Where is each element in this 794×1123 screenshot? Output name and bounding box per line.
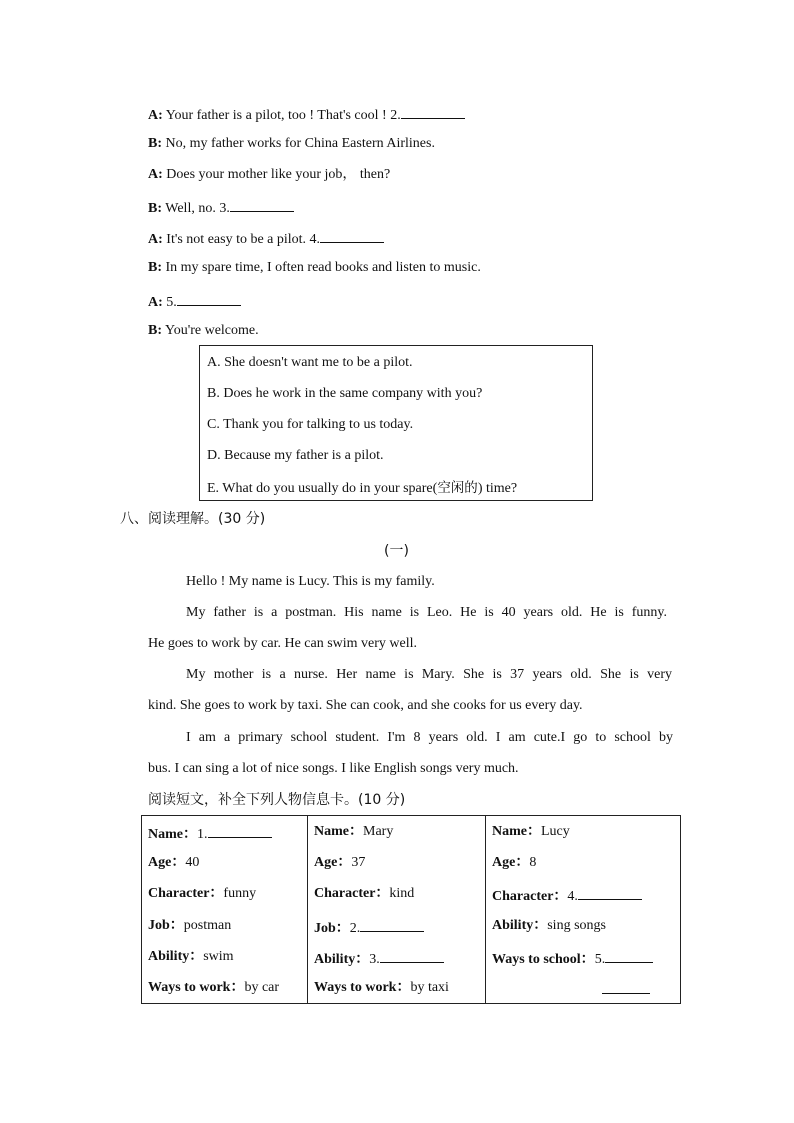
ways-label: Ways to school： xyxy=(492,952,595,967)
speaker-label: B: xyxy=(148,323,162,338)
card-ability-row xyxy=(148,948,234,966)
ways-value: by taxi xyxy=(410,980,449,995)
answer-blank[interactable] xyxy=(602,979,650,994)
speaker-label: A: xyxy=(148,295,163,310)
option-e-text: E. What do you usually do in your spare( xyxy=(207,481,438,496)
ways-label: Ways to work： xyxy=(314,980,411,995)
ability-value: 3. xyxy=(369,952,380,967)
name-label: Name： xyxy=(148,827,197,842)
character-value: kind xyxy=(389,886,415,901)
answer-blank[interactable] xyxy=(605,948,653,963)
part-label: (一) xyxy=(384,543,409,559)
option-d: D. Because my father is a pilot. xyxy=(207,448,384,463)
answer-blank[interactable] xyxy=(401,104,465,119)
name-value: 1. xyxy=(197,827,208,842)
ability-label: Ability： xyxy=(314,952,370,967)
ability-value: swim xyxy=(203,949,234,964)
task-instruction: 阅读短文，补全下列人物信息卡。(10 分) xyxy=(148,792,406,808)
card-character-row xyxy=(314,885,414,903)
dialogue-text: 5. xyxy=(166,295,177,310)
passage-line: Hello ! My name is Lucy. This is my family. xyxy=(186,574,435,589)
age-label: Age： xyxy=(492,855,530,870)
character-label: Character： xyxy=(314,886,390,901)
answer-blank[interactable] xyxy=(230,197,294,212)
passage-line: kind. She goes to work by taxi. She can cook, and she cooks for us every day. xyxy=(148,698,583,713)
answer-blank[interactable] xyxy=(380,948,444,963)
card-age-row xyxy=(148,854,199,872)
speaker-label: B: xyxy=(148,136,162,151)
card-name-row xyxy=(148,823,272,844)
info-card-father xyxy=(142,816,308,1004)
passage-line: My mother is a nurse. Her name is Mary. She is 37 years old. She is very xyxy=(186,667,672,682)
option-b: B. Does he work in the same company with you? xyxy=(207,386,483,401)
option-a: A. She doesn't want me to be a pilot. xyxy=(207,355,413,370)
card-name-row xyxy=(492,823,570,841)
character-value: funny xyxy=(223,886,257,901)
option-e-text-end: ) time? xyxy=(477,481,518,496)
card-ways-continuation xyxy=(602,979,650,1000)
age-value: 40 xyxy=(185,855,200,870)
answer-blank[interactable] xyxy=(208,823,272,838)
dialogue-line-4 xyxy=(148,197,294,218)
character-value: 4. xyxy=(567,889,578,904)
answer-blank[interactable] xyxy=(578,885,642,900)
options-box xyxy=(199,345,593,501)
passage-line: bus. I can sing a lot of nice songs. I like English songs very much. xyxy=(148,761,519,776)
job-value: 2. xyxy=(349,921,361,936)
card-job-row xyxy=(314,917,424,938)
info-card-lucy xyxy=(486,816,681,1004)
card-character-row xyxy=(492,885,642,906)
character-label: Character： xyxy=(148,886,224,901)
info-card-mother xyxy=(308,816,486,1004)
card-ability-row xyxy=(492,917,606,935)
name-value: Mary xyxy=(363,824,394,839)
speaker-label: A: xyxy=(148,167,163,182)
dialogue-line-5 xyxy=(148,228,384,249)
speaker-label: B: xyxy=(148,201,162,216)
card-age-row xyxy=(492,854,536,872)
age-label: Age： xyxy=(314,855,352,870)
age-value: 37 xyxy=(351,855,366,870)
job-label: Job： xyxy=(148,918,184,933)
speaker-label: A: xyxy=(148,232,163,247)
dialogue-line-1 xyxy=(148,104,465,125)
answer-blank[interactable] xyxy=(360,917,424,932)
speaker-label: B: xyxy=(148,260,162,275)
dialogue-line-3 xyxy=(148,166,390,184)
dialogue-line-6 xyxy=(148,259,481,277)
passage-line: My father is a postman. His name is Leo. He is 40 years old. He is funny. xyxy=(186,605,667,620)
dialogue-text: You're welcome. xyxy=(164,323,259,338)
card-ways-row xyxy=(314,979,449,997)
dialogue-text: No, my father works for China Eastern Airlines. xyxy=(165,136,435,151)
card-job-row xyxy=(148,917,231,935)
dialogue-line-8 xyxy=(148,322,259,340)
card-age-row xyxy=(314,854,365,872)
dialogue-line-7 xyxy=(148,291,241,312)
answer-blank[interactable] xyxy=(320,228,384,243)
job-value: postman xyxy=(183,918,232,933)
dialogue-text: Well, no. 3. xyxy=(165,201,230,216)
character-label: Character： xyxy=(492,889,568,904)
dialogue-text: Does your mother like your job， then? xyxy=(166,167,391,182)
speaker-label: A: xyxy=(148,108,163,123)
answer-blank[interactable] xyxy=(177,291,241,306)
card-character-row xyxy=(148,885,256,903)
dialogue-text: In my spare time, I often read books and listen to music. xyxy=(165,260,481,275)
age-value: 8 xyxy=(529,855,537,870)
info-card-table xyxy=(141,815,681,1004)
ways-value: 5. xyxy=(594,952,606,967)
passage-line: I am a primary school student. I'm 8 years old. I am cute.I go to school by xyxy=(186,730,673,745)
name-label: Name： xyxy=(492,824,541,839)
name-value: Lucy xyxy=(541,824,570,839)
ability-label: Ability： xyxy=(492,918,548,933)
job-label: Job： xyxy=(314,921,350,936)
ways-label: Ways to work： xyxy=(148,980,245,995)
card-ways-row xyxy=(148,979,279,997)
dialogue-text: Your father is a pilot, too ! That's cool ! 2. xyxy=(165,108,401,123)
dialogue-line-2 xyxy=(148,135,435,153)
section-heading: 八、阅读理解。(30 分) xyxy=(120,511,266,527)
card-ability-row xyxy=(314,948,444,969)
passage-line: He goes to work by car. He can swim very well. xyxy=(148,636,418,651)
option-c: C. Thank you for talking to us today. xyxy=(207,417,414,432)
card-ways-row xyxy=(492,948,653,969)
ways-value: by car xyxy=(244,980,280,995)
name-label: Name： xyxy=(314,824,363,839)
ability-value: sing songs xyxy=(547,918,606,933)
age-label: Age： xyxy=(148,855,186,870)
option-e-gloss: 空闲的 xyxy=(437,480,478,496)
ability-label: Ability： xyxy=(148,949,204,964)
dialogue-text: It's not easy to be a pilot. 4. xyxy=(166,232,321,247)
card-name-row xyxy=(314,823,393,841)
option-e xyxy=(207,479,517,498)
